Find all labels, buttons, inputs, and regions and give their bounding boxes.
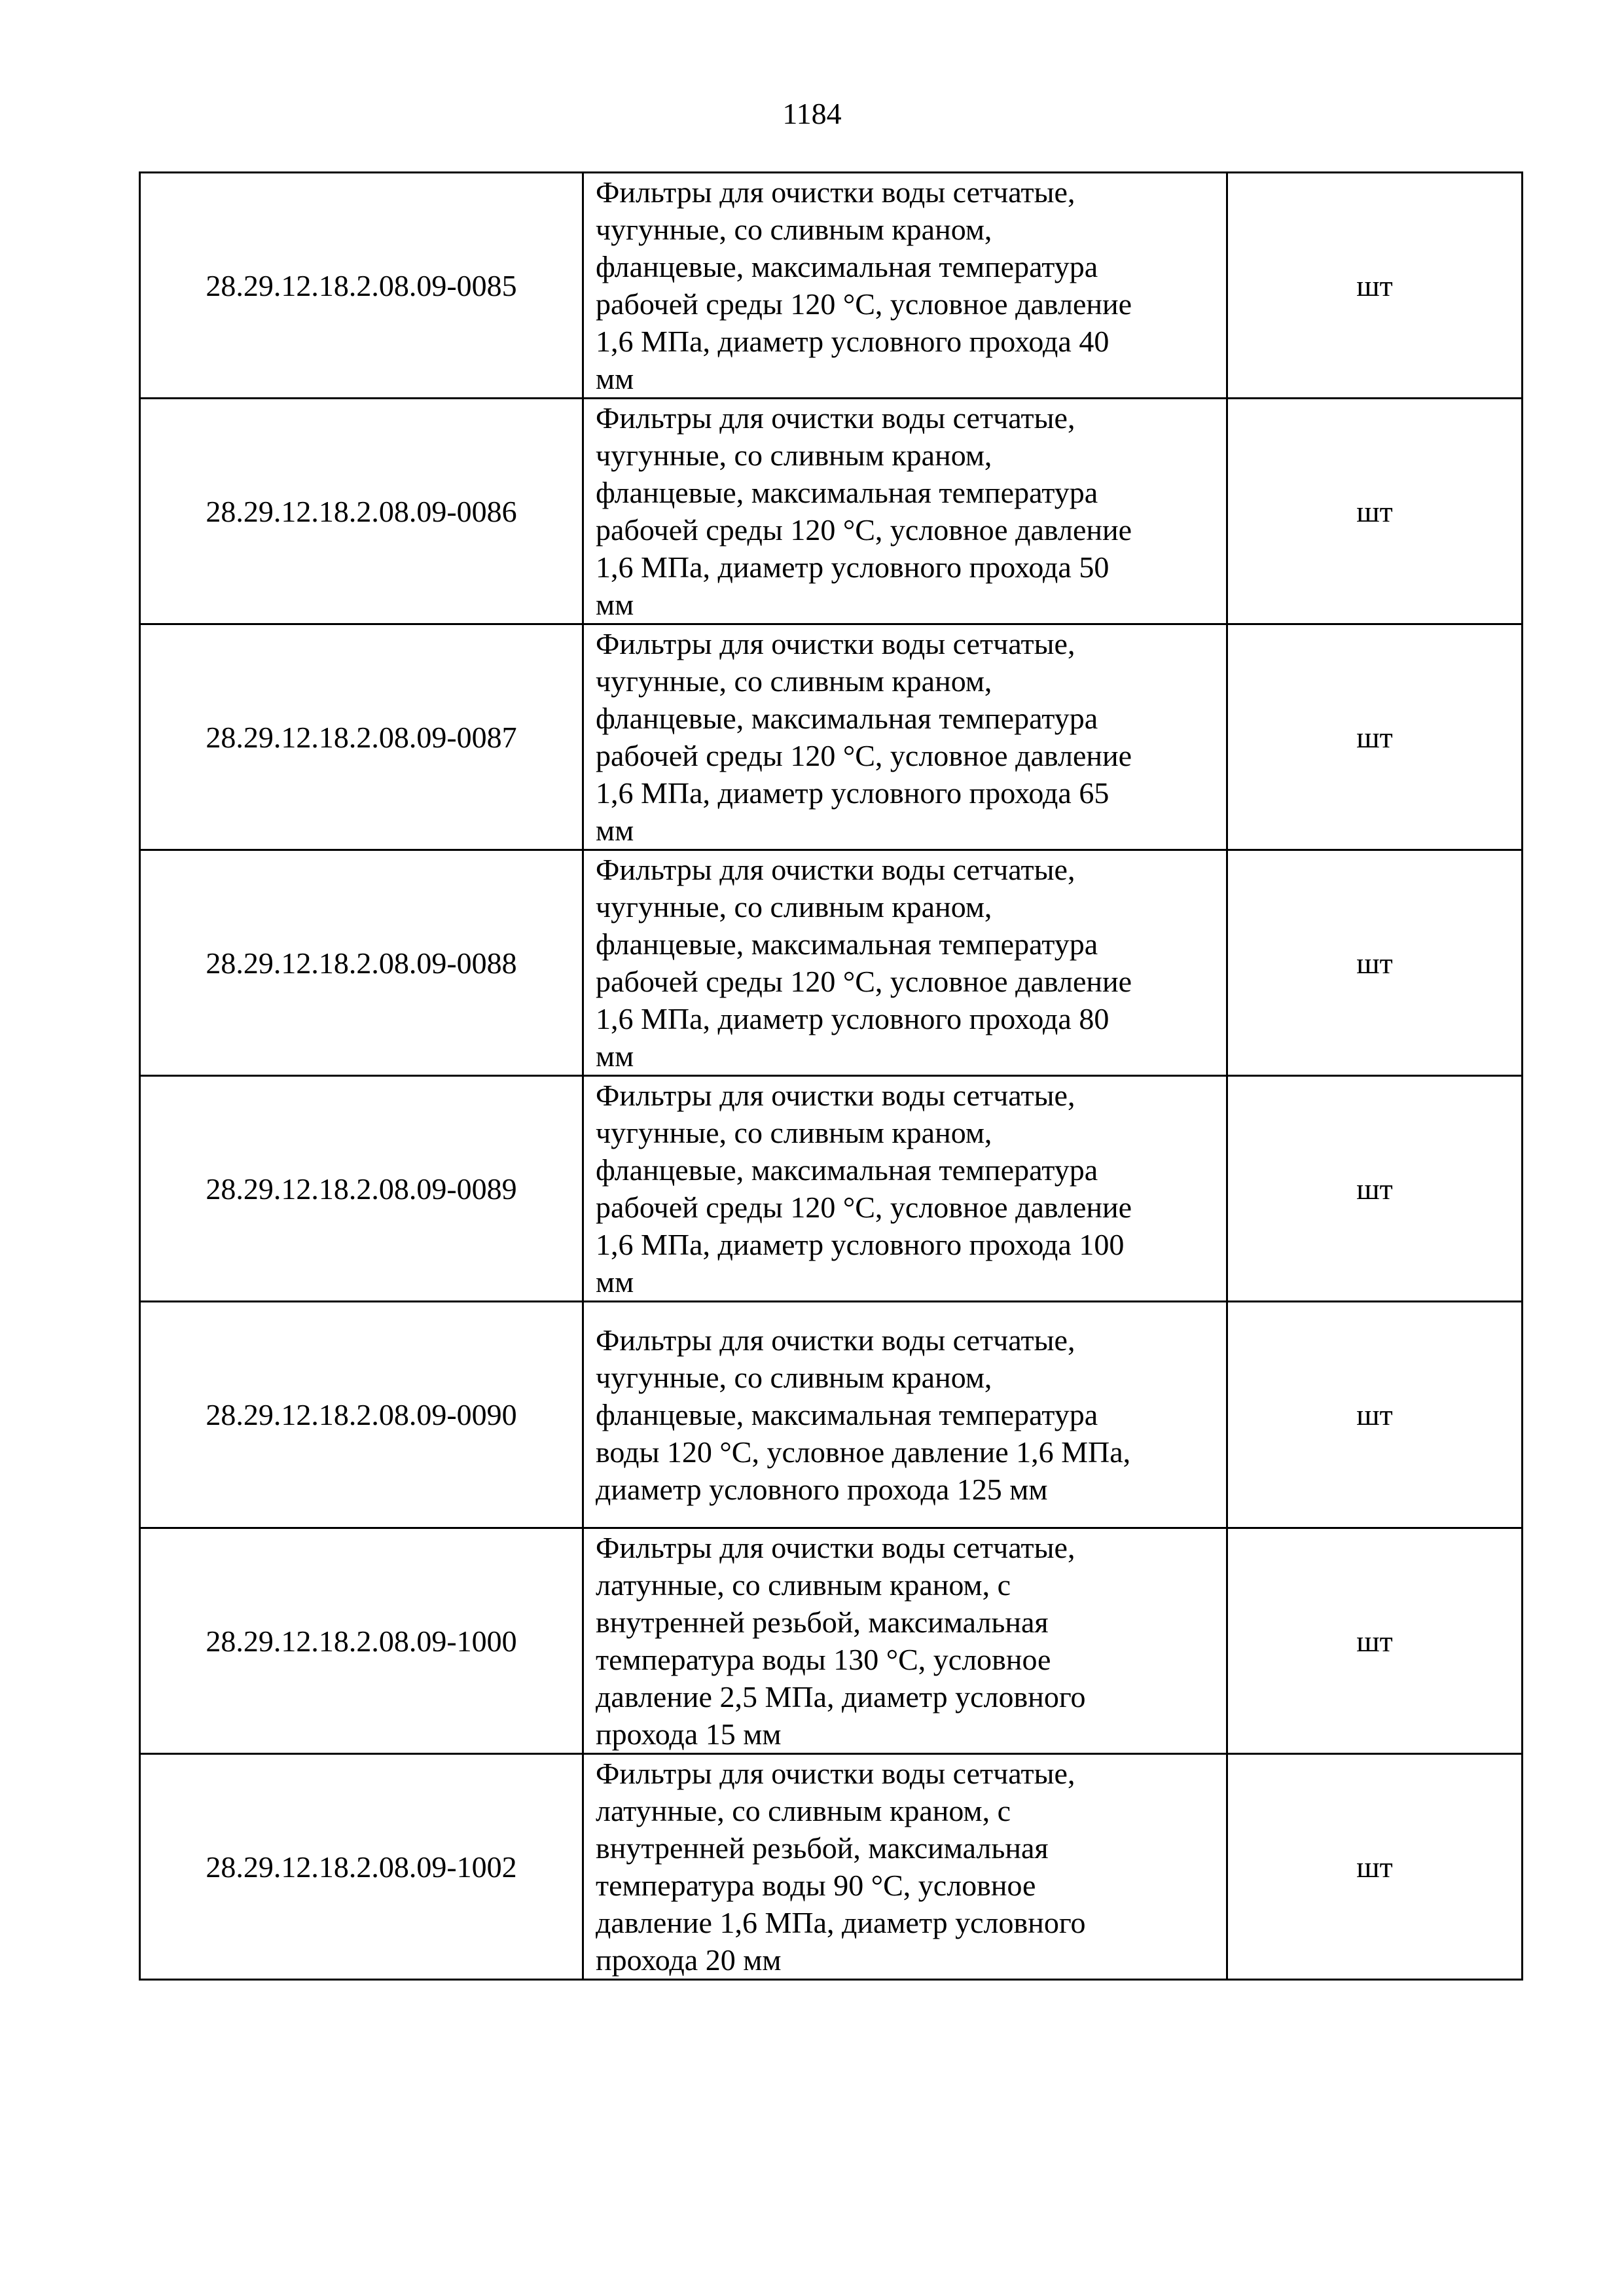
description-line: чугунные, со сливным краном, [596,664,992,698]
description-line: рабочей среды 120 °С, условное давление [596,513,1132,547]
item-code: 28.29.12.18.2.08.09-1002 [140,1754,583,1980]
description-line: Фильтры для очистки воды сетчатые, [596,627,1075,660]
description-line: чугунные, со сливным краном, [596,1116,992,1149]
item-code: 28.29.12.18.2.08.09-0085 [140,173,583,399]
item-code: 28.29.12.18.2.08.09-0087 [140,624,583,850]
description-line: Фильтры для очистки воды сетчатые, [596,1323,1075,1357]
item-code: 28.29.12.18.2.08.09-0088 [140,850,583,1076]
description-line: фланцевые, максимальная температура [596,476,1098,509]
description-line: фланцевые, максимальная температура [596,927,1098,961]
description-line: латунные, со сливным краном, с [596,1568,1011,1602]
description-line: внутренней резьбой, максимальная [596,1605,1049,1639]
description-line: Фильтры для очистки воды сетчатые, [596,1757,1075,1790]
description-line: 1,6 МПа, диаметр условного прохода 100 [596,1228,1125,1261]
description-line: температура воды 90 °С, условное [596,1869,1036,1902]
description-line: давление 2,5 МПа, диаметр условного [596,1680,1086,1713]
item-unit: шт [1227,173,1523,399]
item-unit: шт [1227,1302,1523,1528]
description-line: температура воды 130 °С, условное [596,1643,1051,1676]
items-table [139,171,1523,1981]
description-line: чугунные, со сливным краном, [596,439,992,472]
description-line: 1,6 МПа, диаметр условного прохода 50 [596,550,1110,584]
item-description [583,850,1227,1076]
item-description [583,1076,1227,1302]
item-description [583,1754,1227,1980]
item-unit: шт [1227,399,1523,624]
description-line: фланцевые, максимальная температура [596,250,1098,283]
item-unit: шт [1227,624,1523,850]
description-line: чугунные, со сливным краном, [596,1361,992,1394]
description-line: Фильтры для очистки воды сетчатые, [596,1079,1075,1112]
item-code: 28.29.12.18.2.08.09-1000 [140,1528,583,1754]
description-line: мм [596,1265,634,1299]
description-line: Фильтры для очистки воды сетчатые, [596,853,1075,886]
item-description [583,1528,1227,1754]
description-line: 1,6 МПа, диаметр условного прохода 80 [596,1002,1110,1035]
description-line: диаметр условного прохода 125 мм [596,1473,1048,1506]
table-body [140,173,1523,1980]
description-line: чугунные, со сливным краном, [596,890,992,924]
table-row [140,624,1523,850]
description-line: рабочей среды 120 °С, условное давление [596,1191,1132,1224]
description-line: Фильтры для очистки воды сетчатые, [596,401,1075,435]
description-line: 1,6 МПа, диаметр условного прохода 65 [596,776,1110,810]
page-number: 1184 [782,97,842,130]
item-description [583,173,1227,399]
description-line: мм [596,814,634,847]
table-row [140,173,1523,399]
description-line: внутренней резьбой, максимальная [596,1831,1049,1865]
description-line: фланцевые, максимальная температура [596,702,1098,735]
table-row [140,1528,1523,1754]
description-line: 1,6 МПа, диаметр условного прохода 40 [596,325,1110,358]
description-line: фланцевые, максимальная температура [596,1153,1098,1187]
item-code: 28.29.12.18.2.08.09-0090 [140,1302,583,1528]
description-line: воды 120 °С, условное давление 1,6 МПа, [596,1435,1131,1469]
table-row [140,399,1523,624]
description-line: прохода 15 мм [596,1717,782,1751]
description-line: прохода 20 мм [596,1943,782,1977]
description-line: мм [596,1039,634,1073]
description-line: мм [596,588,634,621]
item-unit: шт [1227,1528,1523,1754]
table-row [140,1076,1523,1302]
item-unit: шт [1227,850,1523,1076]
item-description [583,624,1227,850]
description-line: рабочей среды 120 °С, условное давление [596,287,1132,321]
description-line: Фильтры для очистки воды сетчатые, [596,175,1075,209]
description-line: рабочей среды 120 °С, условное давление [596,965,1132,998]
item-unit: шт [1227,1076,1523,1302]
description-line: латунные, со сливным краном, с [596,1794,1011,1827]
item-description [583,1302,1227,1528]
description-line: фланцевые, максимальная температура [596,1398,1098,1431]
item-code: 28.29.12.18.2.08.09-0086 [140,399,583,624]
item-description [583,399,1227,624]
table-row [140,1754,1523,1980]
description-line: давление 1,6 МПа, диаметр условного [596,1906,1086,1939]
description-line: рабочей среды 120 °С, условное давление [596,739,1132,772]
description-line: мм [596,362,634,395]
table-row [140,1302,1523,1528]
item-unit: шт [1227,1754,1523,1980]
item-code: 28.29.12.18.2.08.09-0089 [140,1076,583,1302]
description-line: чугунные, со сливным краном, [596,213,992,246]
table-row [140,850,1523,1076]
description-line: Фильтры для очистки воды сетчатые, [596,1531,1075,1564]
